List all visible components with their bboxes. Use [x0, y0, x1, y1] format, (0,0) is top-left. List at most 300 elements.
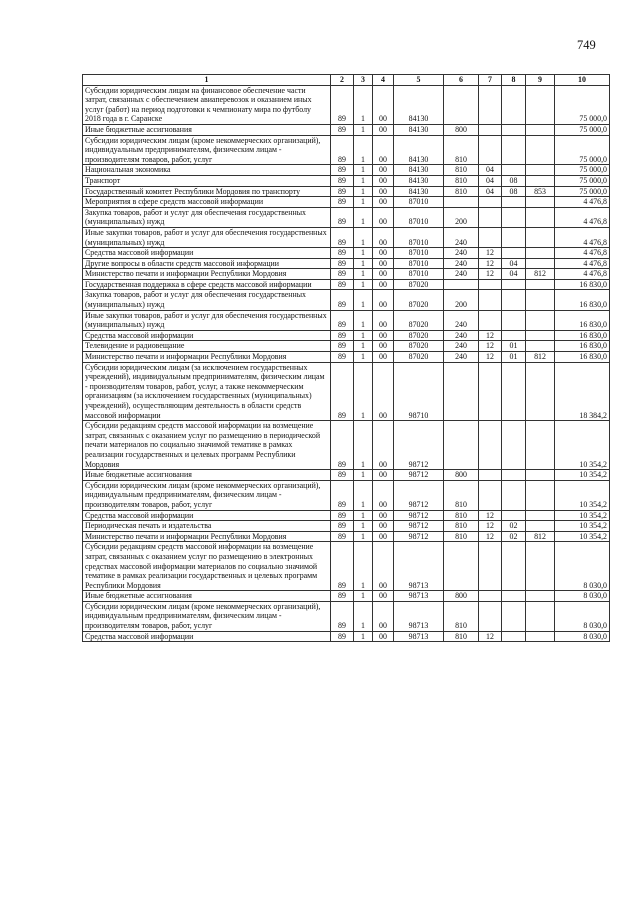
cell-ministry-code: 812 [526, 352, 555, 363]
cell-col4: 00 [373, 521, 394, 532]
cell-section [479, 85, 502, 124]
table-row [83, 631, 610, 642]
cell-ministry-code [526, 197, 555, 208]
cell-section [479, 591, 502, 602]
cell-target-article: 84130 [394, 135, 444, 165]
cell-amount: 75 000,0 [555, 165, 610, 176]
cell-target-article: 87020 [394, 279, 444, 290]
cell-col3: 1 [354, 227, 373, 247]
cell-name: Телевидение и радиовещание [83, 341, 331, 352]
table-row [83, 258, 610, 269]
cell-expense-type: 800 [444, 591, 479, 602]
cell-ministry-code: 812 [526, 531, 555, 542]
cell-name: Закупка товаров, работ и услуг для обеспечения государственных (муниципальных) нужд [83, 290, 331, 310]
cell-amount: 4 476,8 [555, 207, 610, 227]
cell-col3: 1 [354, 330, 373, 341]
cell-target-article: 87010 [394, 269, 444, 280]
cell-section: 12 [479, 531, 502, 542]
cell-section [479, 421, 502, 470]
cell-target-article: 84130 [394, 165, 444, 176]
cell-ministry-code [526, 542, 555, 591]
cell-target-article: 87020 [394, 310, 444, 330]
cell-target-article: 98710 [394, 362, 444, 421]
cell-ministry-code [526, 135, 555, 165]
cell-amount: 75 000,0 [555, 175, 610, 186]
cell-col3: 1 [354, 480, 373, 510]
table-row [83, 330, 610, 341]
table-row [83, 207, 610, 227]
cell-section [479, 197, 502, 208]
cell-col3: 1 [354, 124, 373, 135]
cell-col2: 89 [331, 258, 354, 269]
cell-col3: 1 [354, 207, 373, 227]
cell-ministry-code [526, 290, 555, 310]
cell-target-article: 98712 [394, 510, 444, 521]
cell-target-article: 87020 [394, 341, 444, 352]
cell-expense-type: 810 [444, 165, 479, 176]
cell-col2: 89 [331, 480, 354, 510]
table-row [83, 521, 610, 532]
cell-amount: 10 354,2 [555, 521, 610, 532]
cell-section: 12 [479, 258, 502, 269]
cell-col2: 89 [331, 175, 354, 186]
cell-subsection [502, 631, 526, 642]
cell-section: 04 [479, 186, 502, 197]
table-row [83, 341, 610, 352]
table-row [83, 310, 610, 330]
cell-col4: 00 [373, 470, 394, 481]
cell-ministry-code [526, 124, 555, 135]
cell-col3: 1 [354, 197, 373, 208]
cell-col4: 00 [373, 135, 394, 165]
cell-col4: 00 [373, 124, 394, 135]
table-row [83, 279, 610, 290]
cell-target-article: 87010 [394, 258, 444, 269]
cell-amount: 75 000,0 [555, 186, 610, 197]
cell-section [479, 290, 502, 310]
cell-name: Транспорт [83, 175, 331, 186]
cell-col4: 00 [373, 207, 394, 227]
cell-amount: 4 476,8 [555, 269, 610, 280]
cell-col3: 1 [354, 601, 373, 631]
cell-col2: 89 [331, 227, 354, 247]
table-row [83, 352, 610, 363]
cell-col3: 1 [354, 510, 373, 521]
cell-col4: 00 [373, 175, 394, 186]
cell-col2: 89 [331, 601, 354, 631]
cell-subsection [502, 227, 526, 247]
cell-ministry-code [526, 85, 555, 124]
cell-subsection: 02 [502, 531, 526, 542]
cell-section [479, 124, 502, 135]
budget-table [82, 74, 610, 642]
cell-section [479, 362, 502, 421]
cell-name: Субсидии юридическим лицам (кроме некоммерческих организаций), индивидуальным предпринимателям, физическим лицам - производителям товаров, работ, услуг [83, 135, 331, 165]
table-row [83, 591, 610, 602]
cell-section [479, 310, 502, 330]
cell-ministry-code [526, 258, 555, 269]
cell-subsection [502, 248, 526, 259]
cell-name: Другие вопросы в области средств массовой информации [83, 258, 331, 269]
cell-section: 12 [479, 330, 502, 341]
cell-col2: 89 [331, 186, 354, 197]
cell-name: Периодическая печать и издательства [83, 521, 331, 532]
cell-col3: 1 [354, 258, 373, 269]
table-row [83, 197, 610, 208]
cell-col2: 89 [331, 470, 354, 481]
cell-name: Субсидии юридическим лицам (за исключением государственных учреждений), индивидуальным предпринимателям, физическим лицам - производителям товаров, работ, услуг, а также некоммерческим организациям (за исключением государственных (муниципальных) учреждений), осуществляющим деятельность в области средств массовой информации [83, 362, 331, 421]
cell-col2: 89 [331, 279, 354, 290]
cell-col2: 89 [331, 531, 354, 542]
cell-col4: 00 [373, 165, 394, 176]
cell-col2: 89 [331, 631, 354, 642]
cell-col2: 89 [331, 521, 354, 532]
cell-amount: 16 830,0 [555, 290, 610, 310]
cell-col2: 89 [331, 207, 354, 227]
cell-section: 12 [479, 352, 502, 363]
cell-ministry-code: 812 [526, 269, 555, 280]
cell-expense-type: 240 [444, 352, 479, 363]
cell-expense-type: 240 [444, 330, 479, 341]
cell-name: Средства массовой информации [83, 510, 331, 521]
cell-name: Министерство печати и информации Республики Мордовия [83, 352, 331, 363]
table-row [83, 480, 610, 510]
cell-target-article: 98713 [394, 631, 444, 642]
cell-name: Субсидии юридическим лицам (кроме некоммерческих организаций), индивидуальным предпринимателям, физическим лицам - производителям товаров, работ, услуг [83, 480, 331, 510]
cell-amount: 75 000,0 [555, 135, 610, 165]
cell-name: Мероприятия в сфере средств массовой информации [83, 197, 331, 208]
cell-col4: 00 [373, 227, 394, 247]
cell-subsection: 01 [502, 352, 526, 363]
cell-name: Иные бюджетные ассигнования [83, 591, 331, 602]
cell-subsection: 01 [502, 341, 526, 352]
cell-target-article: 98712 [394, 521, 444, 532]
cell-col4: 00 [373, 601, 394, 631]
table-row [83, 269, 610, 280]
cell-expense-type: 240 [444, 258, 479, 269]
cell-expense-type: 810 [444, 510, 479, 521]
cell-col2: 89 [331, 310, 354, 330]
table-row [83, 601, 610, 631]
cell-target-article: 98713 [394, 591, 444, 602]
cell-subsection [502, 591, 526, 602]
cell-amount: 10 354,2 [555, 531, 610, 542]
cell-col2: 89 [331, 248, 354, 259]
cell-section: 12 [479, 269, 502, 280]
cell-amount: 8 030,0 [555, 591, 610, 602]
cell-ministry-code [526, 207, 555, 227]
cell-col4: 00 [373, 258, 394, 269]
table-row [83, 421, 610, 470]
column-header: 8 [502, 75, 526, 86]
cell-col4: 00 [373, 542, 394, 591]
page-number: 749 [577, 38, 596, 52]
cell-section: 12 [479, 248, 502, 259]
cell-col4: 00 [373, 480, 394, 510]
cell-name: Государственный комитет Республики Мордовия по транспорту [83, 186, 331, 197]
cell-ministry-code [526, 510, 555, 521]
cell-col4: 00 [373, 352, 394, 363]
cell-col4: 00 [373, 290, 394, 310]
cell-target-article: 98713 [394, 601, 444, 631]
cell-col3: 1 [354, 352, 373, 363]
cell-expense-type: 810 [444, 480, 479, 510]
cell-target-article: 98712 [394, 531, 444, 542]
cell-name: Закупка товаров, работ и услуг для обеспечения государственных (муниципальных) нужд [83, 207, 331, 227]
table-row [83, 290, 610, 310]
table-row [83, 362, 610, 421]
cell-target-article: 84130 [394, 85, 444, 124]
cell-col4: 00 [373, 269, 394, 280]
cell-name: Министерство печати и информации Республики Мордовия [83, 531, 331, 542]
column-header: 4 [373, 75, 394, 86]
cell-expense-type: 810 [444, 175, 479, 186]
cell-col4: 00 [373, 248, 394, 259]
cell-target-article: 84130 [394, 124, 444, 135]
cell-expense-type: 810 [444, 135, 479, 165]
cell-expense-type: 200 [444, 207, 479, 227]
cell-col3: 1 [354, 290, 373, 310]
cell-subsection [502, 421, 526, 470]
table-row [83, 531, 610, 542]
cell-name: Национальная экономика [83, 165, 331, 176]
cell-expense-type: 800 [444, 124, 479, 135]
cell-subsection [502, 362, 526, 421]
cell-amount: 16 830,0 [555, 279, 610, 290]
cell-ministry-code [526, 480, 555, 510]
cell-ministry-code [526, 470, 555, 481]
cell-col2: 89 [331, 124, 354, 135]
cell-section: 12 [479, 341, 502, 352]
column-header: 10 [555, 75, 610, 86]
cell-subsection [502, 601, 526, 631]
cell-name: Средства массовой информации [83, 248, 331, 259]
cell-col3: 1 [354, 421, 373, 470]
cell-expense-type [444, 197, 479, 208]
cell-ministry-code [526, 330, 555, 341]
cell-amount: 10 354,2 [555, 470, 610, 481]
cell-subsection [502, 85, 526, 124]
cell-col3: 1 [354, 248, 373, 259]
cell-name: Государственная поддержка в сфере средств массовой информации [83, 279, 331, 290]
cell-col2: 89 [331, 165, 354, 176]
cell-col4: 00 [373, 591, 394, 602]
table-row [83, 175, 610, 186]
cell-ministry-code [526, 341, 555, 352]
cell-amount: 10 354,2 [555, 480, 610, 510]
cell-col4: 00 [373, 531, 394, 542]
header-row [83, 75, 610, 86]
table-row [83, 124, 610, 135]
cell-expense-type: 800 [444, 470, 479, 481]
cell-col3: 1 [354, 542, 373, 591]
cell-ministry-code [526, 279, 555, 290]
cell-col2: 89 [331, 341, 354, 352]
cell-name: Субсидии юридическим лицам на финансовое обеспечение части затрат, связанных с обеспечением авиаперевозок и оказанием иных услуг (работ) на период подготовки к чемпионату мира по футболу 2018 года в г. Саранске [83, 85, 331, 124]
cell-col2: 89 [331, 542, 354, 591]
cell-amount: 16 830,0 [555, 352, 610, 363]
cell-name: Средства массовой информации [83, 631, 331, 642]
cell-expense-type [444, 542, 479, 591]
cell-ministry-code [526, 601, 555, 631]
cell-ministry-code: 853 [526, 186, 555, 197]
column-header: 5 [394, 75, 444, 86]
cell-col3: 1 [354, 470, 373, 481]
cell-subsection [502, 290, 526, 310]
cell-col3: 1 [354, 186, 373, 197]
column-header: 1 [83, 75, 331, 86]
cell-amount: 8 030,0 [555, 542, 610, 591]
cell-target-article: 87020 [394, 352, 444, 363]
cell-col4: 00 [373, 279, 394, 290]
table-row [83, 165, 610, 176]
cell-ministry-code [526, 591, 555, 602]
cell-col2: 89 [331, 421, 354, 470]
cell-ministry-code [526, 227, 555, 247]
column-header: 9 [526, 75, 555, 86]
cell-col2: 89 [331, 510, 354, 521]
cell-col4: 00 [373, 510, 394, 521]
cell-target-article: 98712 [394, 470, 444, 481]
cell-col3: 1 [354, 341, 373, 352]
cell-col2: 89 [331, 330, 354, 341]
cell-col2: 89 [331, 352, 354, 363]
cell-expense-type [444, 362, 479, 421]
cell-col3: 1 [354, 521, 373, 532]
cell-section [479, 135, 502, 165]
cell-name: Иные бюджетные ассигнования [83, 470, 331, 481]
cell-expense-type [444, 279, 479, 290]
cell-section: 12 [479, 521, 502, 532]
cell-target-article: 98712 [394, 421, 444, 470]
cell-amount: 4 476,8 [555, 248, 610, 259]
cell-subsection: 02 [502, 521, 526, 532]
cell-subsection [502, 197, 526, 208]
table-row [83, 510, 610, 521]
cell-col3: 1 [354, 531, 373, 542]
cell-amount: 8 030,0 [555, 631, 610, 642]
cell-subsection: 08 [502, 175, 526, 186]
cell-section [479, 480, 502, 510]
cell-name: Иные бюджетные ассигнования [83, 124, 331, 135]
cell-expense-type: 810 [444, 631, 479, 642]
cell-expense-type: 240 [444, 227, 479, 247]
cell-amount: 4 476,8 [555, 258, 610, 269]
cell-col2: 89 [331, 269, 354, 280]
cell-section: 12 [479, 510, 502, 521]
cell-col3: 1 [354, 135, 373, 165]
cell-ministry-code [526, 631, 555, 642]
cell-col3: 1 [354, 631, 373, 642]
cell-target-article: 84130 [394, 186, 444, 197]
cell-col3: 1 [354, 310, 373, 330]
cell-col3: 1 [354, 165, 373, 176]
cell-col3: 1 [354, 362, 373, 421]
cell-ministry-code [526, 362, 555, 421]
cell-col2: 89 [331, 85, 354, 124]
cell-subsection [502, 279, 526, 290]
cell-col3: 1 [354, 269, 373, 280]
cell-expense-type: 240 [444, 269, 479, 280]
cell-col3: 1 [354, 175, 373, 186]
cell-subsection [502, 480, 526, 510]
table-row [83, 85, 610, 124]
cell-col2: 89 [331, 135, 354, 165]
cell-target-article: 87020 [394, 290, 444, 310]
cell-name: Министерство печати и информации Республики Мордовия [83, 269, 331, 280]
cell-section [479, 470, 502, 481]
cell-target-article: 87010 [394, 197, 444, 208]
cell-target-article: 84130 [394, 175, 444, 186]
cell-section [479, 227, 502, 247]
cell-amount: 75 000,0 [555, 124, 610, 135]
cell-ministry-code [526, 248, 555, 259]
cell-col2: 89 [331, 362, 354, 421]
cell-amount: 10 354,2 [555, 421, 610, 470]
cell-subsection [502, 470, 526, 481]
cell-target-article: 98712 [394, 480, 444, 510]
cell-col2: 89 [331, 290, 354, 310]
table-row [83, 248, 610, 259]
cell-ministry-code [526, 165, 555, 176]
cell-amount: 4 476,8 [555, 197, 610, 208]
cell-expense-type: 810 [444, 521, 479, 532]
cell-target-article: 87010 [394, 207, 444, 227]
cell-ministry-code [526, 175, 555, 186]
cell-target-article: 87020 [394, 330, 444, 341]
cell-section [479, 279, 502, 290]
cell-col4: 00 [373, 341, 394, 352]
cell-expense-type [444, 421, 479, 470]
cell-expense-type: 810 [444, 531, 479, 542]
cell-subsection: 08 [502, 186, 526, 197]
cell-subsection [502, 165, 526, 176]
cell-amount: 10 354,2 [555, 510, 610, 521]
cell-expense-type: 810 [444, 601, 479, 631]
cell-expense-type: 200 [444, 290, 479, 310]
cell-target-article: 87010 [394, 227, 444, 247]
cell-col4: 00 [373, 197, 394, 208]
cell-col3: 1 [354, 591, 373, 602]
table-row [83, 470, 610, 481]
cell-col2: 89 [331, 197, 354, 208]
column-header: 7 [479, 75, 502, 86]
cell-col4: 00 [373, 362, 394, 421]
cell-expense-type: 240 [444, 310, 479, 330]
cell-col4: 00 [373, 631, 394, 642]
cell-amount: 16 830,0 [555, 310, 610, 330]
cell-section: 04 [479, 175, 502, 186]
cell-section [479, 207, 502, 227]
cell-section: 04 [479, 165, 502, 176]
cell-col4: 00 [373, 421, 394, 470]
cell-target-article: 87010 [394, 248, 444, 259]
cell-subsection [502, 542, 526, 591]
table-row [83, 542, 610, 591]
cell-amount: 75 000,0 [555, 85, 610, 124]
cell-subsection: 04 [502, 269, 526, 280]
cell-name: Субсидии редакциям средств массовой информации на возмещение затрат, связанных с оказанием услуг по размещению в электронных средствах массовой информации материалов по социально значимой тематике в рамках реализации государственных и целевых программ Республики Мордовия [83, 542, 331, 591]
cell-col4: 00 [373, 85, 394, 124]
cell-ministry-code [526, 310, 555, 330]
cell-subsection [502, 330, 526, 341]
cell-amount: 8 030,0 [555, 601, 610, 631]
cell-subsection [502, 310, 526, 330]
cell-expense-type: 810 [444, 186, 479, 197]
table-body [83, 85, 610, 642]
cell-ministry-code [526, 421, 555, 470]
cell-col4: 00 [373, 330, 394, 341]
